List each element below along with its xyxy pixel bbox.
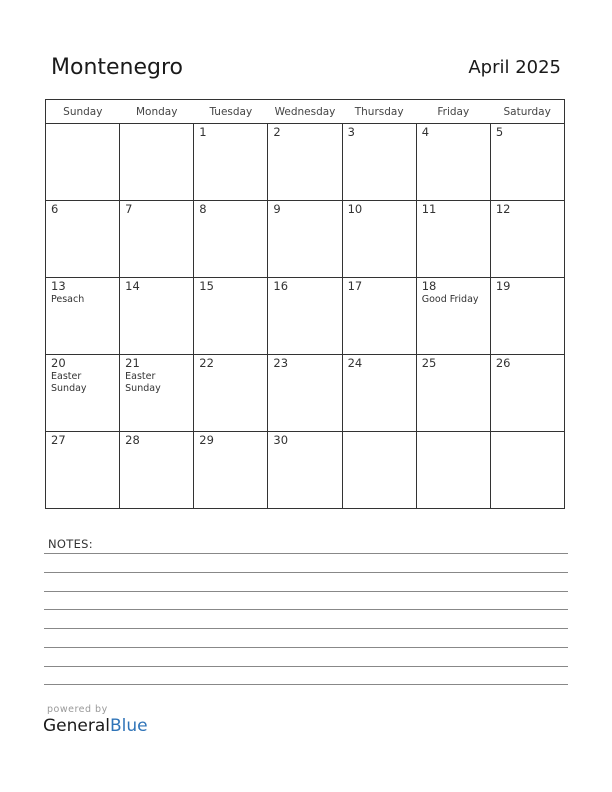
day-number: 3 — [347, 125, 355, 139]
day-number: 6 — [51, 202, 59, 216]
calendar-day-cell[interactable] — [268, 201, 342, 278]
notes-line — [44, 647, 568, 648]
day-number: 27 — [51, 433, 66, 447]
calendar-week-row — [46, 432, 565, 509]
holiday-label: Good Friday — [421, 294, 479, 305]
calendar-empty-cell — [342, 432, 416, 509]
calendar-empty-cell — [416, 432, 490, 509]
calendar-day-cell[interactable] — [490, 201, 564, 278]
holiday-label: Pesach — [51, 294, 85, 305]
day-number: 30 — [273, 433, 289, 447]
calendar-day-cell[interactable] — [490, 278, 564, 355]
day-number: 2 — [273, 125, 281, 139]
notes-line — [44, 609, 568, 610]
notes-line — [44, 684, 568, 685]
weekday-header: Tuesday — [194, 100, 268, 124]
calendar-week-row — [46, 278, 565, 355]
calendar-day-cell[interactable] — [46, 432, 120, 509]
day-number: 16 — [273, 279, 289, 293]
weekday-header: Saturday — [490, 100, 564, 124]
notes-line — [44, 666, 568, 667]
notes-line — [44, 572, 568, 573]
calendar-empty-cell — [120, 124, 194, 201]
calendar-empty-cell — [46, 124, 120, 201]
calendar-day-cell[interactable] — [194, 278, 268, 355]
calendar-day-cell[interactable] — [268, 432, 342, 509]
notes-line — [44, 591, 568, 592]
calendar-day-cell[interactable] — [120, 432, 194, 509]
day-number: 1 — [199, 125, 207, 139]
calendar-grid — [45, 99, 565, 509]
calendar-day-cell[interactable] — [342, 278, 416, 355]
calendar-day-cell[interactable] — [268, 278, 342, 355]
notes-line — [44, 553, 568, 554]
calendar-day-cell[interactable] — [342, 124, 416, 201]
day-number: 22 — [199, 356, 214, 370]
weekday-header: Friday — [416, 100, 490, 124]
calendar-week-row — [46, 355, 565, 432]
calendar-day-cell[interactable] — [268, 355, 342, 432]
calendar-day-cell[interactable] — [46, 278, 120, 355]
calendar-country-title: Montenegro — [51, 55, 184, 80]
day-number: 11 — [421, 202, 437, 216]
weekday-header: Monday — [120, 100, 194, 124]
calendar-day-cell[interactable] — [490, 355, 564, 432]
powered-by-text: powered by — [47, 704, 108, 715]
weekday-header: Sunday — [46, 100, 120, 124]
day-number: 17 — [347, 279, 363, 293]
weekday-header: Wednesday — [268, 100, 342, 124]
calendar-day-cell[interactable] — [416, 201, 490, 278]
notes-label: NOTES: — [48, 537, 93, 551]
calendar-day-cell[interactable] — [46, 355, 120, 432]
day-number: 9 — [273, 202, 281, 216]
day-number: 25 — [421, 356, 437, 370]
day-number: 13 — [51, 279, 66, 293]
calendar-day-cell[interactable] — [120, 278, 194, 355]
calendar-day-cell[interactable] — [416, 278, 490, 355]
day-number: 28 — [125, 433, 140, 447]
day-number: 14 — [125, 279, 140, 293]
day-number: 21 — [125, 356, 140, 370]
day-number: 19 — [495, 279, 511, 293]
day-number: 8 — [199, 202, 207, 216]
holiday-label: Easter Sunday — [125, 371, 161, 394]
calendar-day-cell[interactable] — [194, 124, 268, 201]
calendar-day-cell[interactable] — [194, 432, 268, 509]
weekday-header-row — [46, 100, 565, 124]
calendar-day-cell[interactable] — [490, 124, 564, 201]
day-number: 12 — [495, 202, 511, 216]
day-number: 29 — [199, 433, 214, 447]
day-number: 24 — [347, 356, 363, 370]
calendar-month-title: April 2025 — [468, 57, 561, 78]
calendar-week-row — [46, 201, 565, 278]
day-number: 20 — [51, 356, 66, 370]
notes-line — [44, 628, 568, 629]
generalblue-logo[interactable] — [43, 716, 148, 736]
calendar-day-cell[interactable] — [120, 201, 194, 278]
calendar-day-cell[interactable] — [342, 201, 416, 278]
holiday-label: Easter Sunday — [51, 371, 87, 394]
day-number: 7 — [125, 202, 133, 216]
calendar-day-cell[interactable] — [416, 124, 490, 201]
calendar-empty-cell — [490, 432, 564, 509]
day-number: 4 — [421, 125, 430, 139]
brand-general-text: General — [43, 716, 110, 736]
day-number: 26 — [495, 356, 511, 370]
calendar-day-cell[interactable] — [342, 355, 416, 432]
calendar-day-cell[interactable] — [46, 201, 120, 278]
day-number: 23 — [273, 356, 289, 370]
calendar-day-cell[interactable] — [194, 201, 268, 278]
day-number: 18 — [421, 279, 437, 293]
calendar-day-cell[interactable] — [416, 355, 490, 432]
day-number: 10 — [347, 202, 363, 216]
weekday-header: Thursday — [342, 100, 416, 124]
calendar-day-cell[interactable] — [120, 355, 194, 432]
calendar-day-cell[interactable] — [194, 355, 268, 432]
day-number: 5 — [495, 125, 504, 139]
calendar-day-cell[interactable] — [268, 124, 342, 201]
calendar-week-row — [46, 124, 565, 201]
day-number: 15 — [199, 279, 214, 293]
brand-blue-text: Blue — [110, 716, 148, 736]
